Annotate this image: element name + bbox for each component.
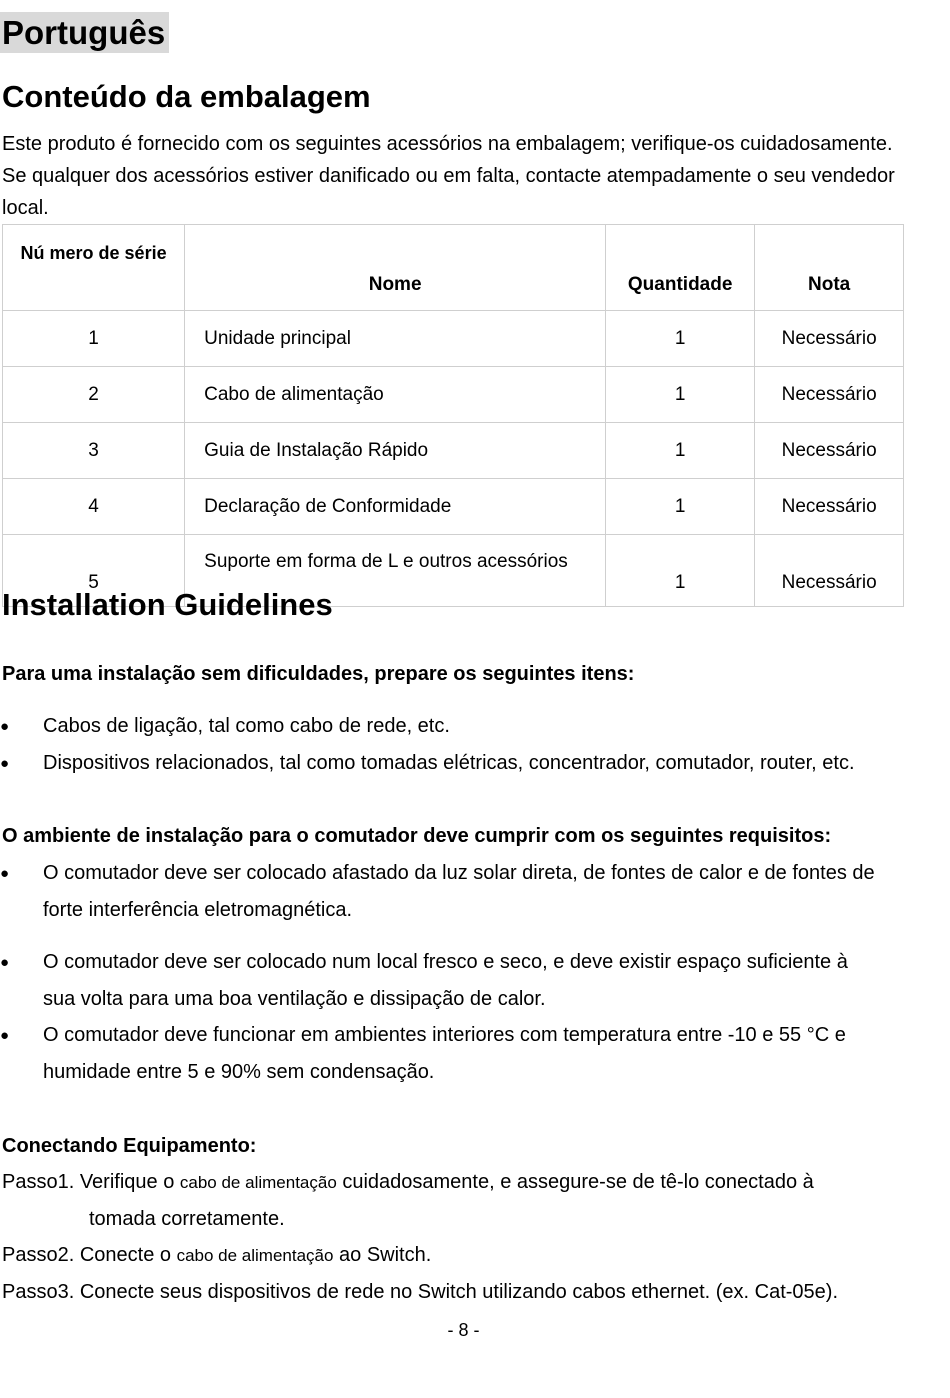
list-item-text: Dispositivos relacionados, tal como tomadas elétricas, concentrador, comutador, router, etc. <box>43 752 855 774</box>
cell-note: Necessário <box>755 311 904 367</box>
list-item <box>0 855 935 929</box>
list-item-text-line2: sua volta para uma boa ventilação e dissipação de calor. <box>43 988 546 1010</box>
step-1-text-c: cuidadosamente, e assegure-se de tê-lo conectado à <box>336 1171 814 1193</box>
cell-quantity: 1 <box>606 423 755 479</box>
list-item-text-line1: O comutador deve funcionar em ambientes interiores com temperatura entre -10 e 55 °C e <box>43 1024 846 1046</box>
step-1-continuation: tomada corretamente. <box>89 1208 285 1230</box>
bullet-icon: ● <box>0 755 10 772</box>
table-row <box>3 479 904 535</box>
list-item-text: Cabos de ligação, tal como cabo de rede, etc. <box>43 715 450 737</box>
col-header-serial: Nú mero de série <box>3 225 185 311</box>
connecting-equipment-title: Conectando Equipamento: <box>2 1135 257 1157</box>
package-contents-heading: Conteúdo da embalagem <box>2 79 371 114</box>
page-number: - 8 - <box>447 1320 480 1340</box>
bullet-icon: ● <box>0 954 10 971</box>
step-1 <box>2 1167 814 1198</box>
col-header-note: Nota <box>755 225 904 311</box>
cell-note: Necessário <box>755 367 904 423</box>
package-contents-table <box>2 224 904 607</box>
step-2 <box>2 1240 431 1271</box>
list-item-text-line1: O comutador deve ser colocado afastado da luz solar direta, de fontes de calor e de fontes de <box>43 862 875 884</box>
table-row <box>3 423 904 479</box>
cell-note: Necessário <box>755 423 904 479</box>
list-item-text-line2: forte interferência eletromagnética. <box>43 899 353 921</box>
cell-name: Unidade principal <box>185 311 606 367</box>
cell-serial: 2 <box>3 367 185 423</box>
cell-serial: 1 <box>3 311 185 367</box>
step-2-power-cable-text: cabo de alimentação <box>176 1246 334 1265</box>
step-2-text-c: ao Switch. <box>333 1244 432 1266</box>
table-header-row <box>3 225 904 311</box>
installation-guidelines-heading: Installation Guidelines <box>2 587 333 622</box>
bullet-icon: ● <box>0 865 10 882</box>
list-item-text-line2: humidade entre 5 e 90% sem condensação. <box>43 1061 435 1083</box>
list-item <box>0 708 935 745</box>
bullet-icon: ● <box>0 1027 10 1044</box>
table-row <box>3 311 904 367</box>
step-1-power-cable-text: cabo de alimentação <box>179 1173 337 1192</box>
cell-quantity: 1 <box>606 311 755 367</box>
bullet-icon: ● <box>0 718 10 735</box>
cell-name: Cabo de alimentação <box>185 367 606 423</box>
list-item <box>0 1017 935 1091</box>
col-header-quantity: Quantidade <box>606 225 755 311</box>
cell-name: Declaração de Conformidade <box>185 479 606 535</box>
language-label: Português <box>0 12 169 53</box>
package-intro-text: Este produto é fornecido com os seguintes acessórios na embalagem; verifique-os cuidadosamente. Se qualquer dos acessórios estiver danificado ou em falta, contacte atempadamente o seu vendedor local. <box>2 133 895 219</box>
step-1-text-a: Passo1. Verifique o <box>2 1171 180 1193</box>
cell-note: Necessário <box>755 479 904 535</box>
list-item <box>0 944 935 1018</box>
table-row <box>3 367 904 423</box>
col-header-name: Nome <box>185 225 606 311</box>
cell-quantity: 1 <box>606 535 755 607</box>
step-2-text-a: Passo2. Conecte o <box>2 1244 177 1266</box>
cell-quantity: 1 <box>606 479 755 535</box>
step-3: Passo3. Conecte seus dispositivos de rede no Switch utilizando cabos ethernet. (ex. Cat-05e). <box>2 1281 839 1303</box>
cell-note: Necessário <box>755 535 904 607</box>
cell-serial: 3 <box>3 423 185 479</box>
cell-serial: 4 <box>3 479 185 535</box>
cell-serial: 5 <box>3 535 185 607</box>
list-item-text-line1: O comutador deve ser colocado num local fresco e seco, e deve existir espaço suficiente à <box>43 951 848 973</box>
list-item <box>0 745 935 782</box>
cell-name: Suporte em forma de L e outros acessórios <box>185 535 606 607</box>
environment-requirements-title: O ambiente de instalação para o comutador deve cumprir com os seguintes requisitos: <box>2 825 832 847</box>
cell-name: Guia de Instalação Rápido <box>185 423 606 479</box>
cell-quantity: 1 <box>606 367 755 423</box>
prep-items-title: Para uma instalação sem dificuldades, prepare os seguintes itens: <box>2 663 635 685</box>
